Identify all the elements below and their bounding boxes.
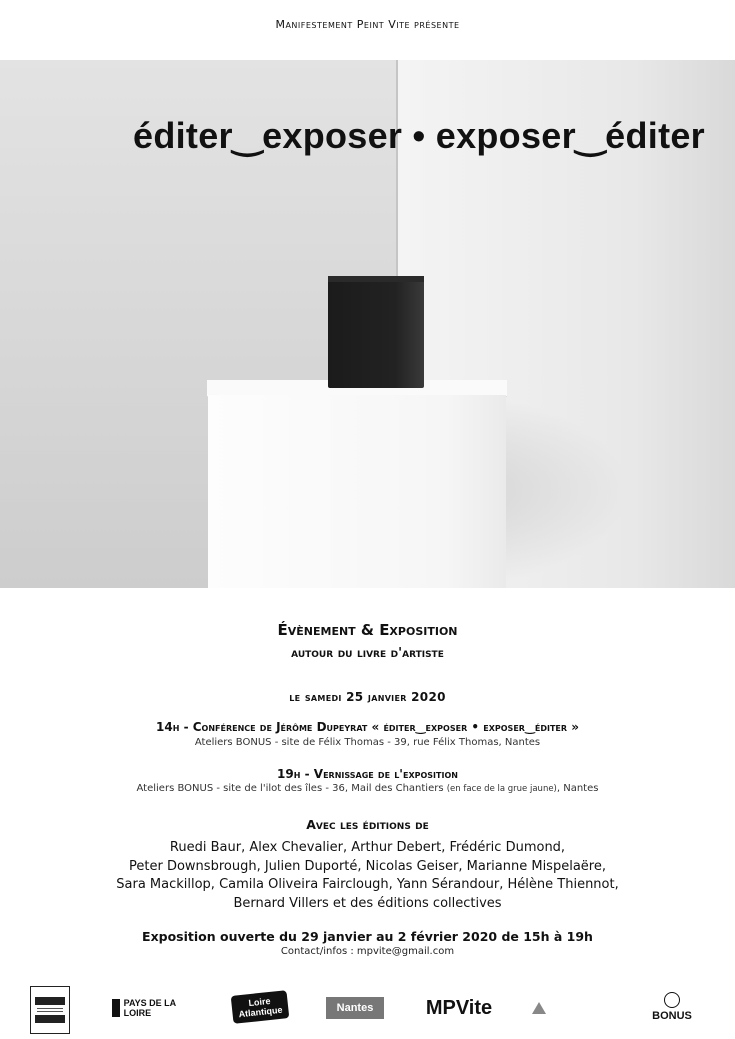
event-heading: Évènement & Exposition bbox=[277, 621, 458, 639]
black-book-object bbox=[328, 276, 424, 388]
bonus-logo-text: BONUS bbox=[652, 1010, 692, 1022]
contact-info: Contact/infos : mpvite@gmail.com bbox=[280, 946, 455, 957]
artists-list bbox=[0, 839, 735, 913]
nantes-logo bbox=[326, 997, 384, 1019]
mpvite-logo-text: MPVite bbox=[425, 996, 493, 1019]
region-logo-text: PAYS DE LA LOIRE bbox=[123, 998, 176, 1018]
artists-line: Ruedi Baur, Alex Chevalier, Arthur Debert, Frédéric Dumond, bbox=[169, 840, 566, 855]
partner-logos bbox=[30, 983, 705, 1035]
vernissage-address bbox=[0, 783, 735, 794]
exhibition-dates: Exposition ouverte du 29 janvier au 2 février 2020 de 15h à 19h bbox=[142, 929, 593, 944]
ecole-logo bbox=[532, 997, 602, 1019]
loire-atlantique-logo bbox=[231, 990, 290, 1024]
conference-address: Ateliers BONUS - site de Félix Thomas - 39, rue Félix Thomas, Nantes bbox=[194, 737, 541, 748]
event-subheading: autour du livre d'artiste bbox=[291, 646, 444, 661]
vernissage-address-main: Ateliers BONUS - site de l'ilot des îles - 36, Mail des Chantiers bbox=[136, 783, 447, 794]
vernissage-address-note: (en face de la grue jaune) bbox=[446, 784, 557, 794]
bonus-logo bbox=[648, 989, 696, 1025]
artists-line: Sara Mackillop, Camila Oliveira Fairclough, Yann Sérandour, Hélène Thiennot, bbox=[116, 877, 619, 892]
nantes-logo-text: Nantes bbox=[336, 1002, 374, 1014]
pedestal bbox=[208, 395, 506, 588]
presenter-line: Manifestement Peint Vite présente bbox=[275, 18, 460, 31]
poster-title: éditer‿exposer • exposer‿éditer bbox=[133, 115, 705, 156]
loire-logo-line1: Loire bbox=[247, 995, 271, 1009]
conference-title: 14h - Conférence de Jérôme Dupeyrat « éditer‿exposer • exposer‿éditer » bbox=[156, 720, 579, 734]
ministere-culture-logo bbox=[30, 986, 70, 1034]
vernissage-title: 19h - Vernissage de l'exposition bbox=[277, 767, 458, 781]
editions-heading: Avec les éditions de bbox=[306, 817, 429, 832]
artists-line: Bernard Villers et des éditions collectives bbox=[233, 895, 502, 911]
region-pays-de-la-loire-logo bbox=[112, 997, 202, 1019]
vernissage-address-city: , Nantes bbox=[556, 783, 599, 794]
loire-logo-line2: Atlantique bbox=[238, 1004, 283, 1020]
event-date: le samedi 25 janvier 2020 bbox=[289, 690, 446, 704]
artists-line: Peter Downsbrough, Julien Duporté, Nicolas Geiser, Marianne Mispelaëre, bbox=[129, 858, 606, 874]
mpvite-logo bbox=[424, 995, 494, 1021]
